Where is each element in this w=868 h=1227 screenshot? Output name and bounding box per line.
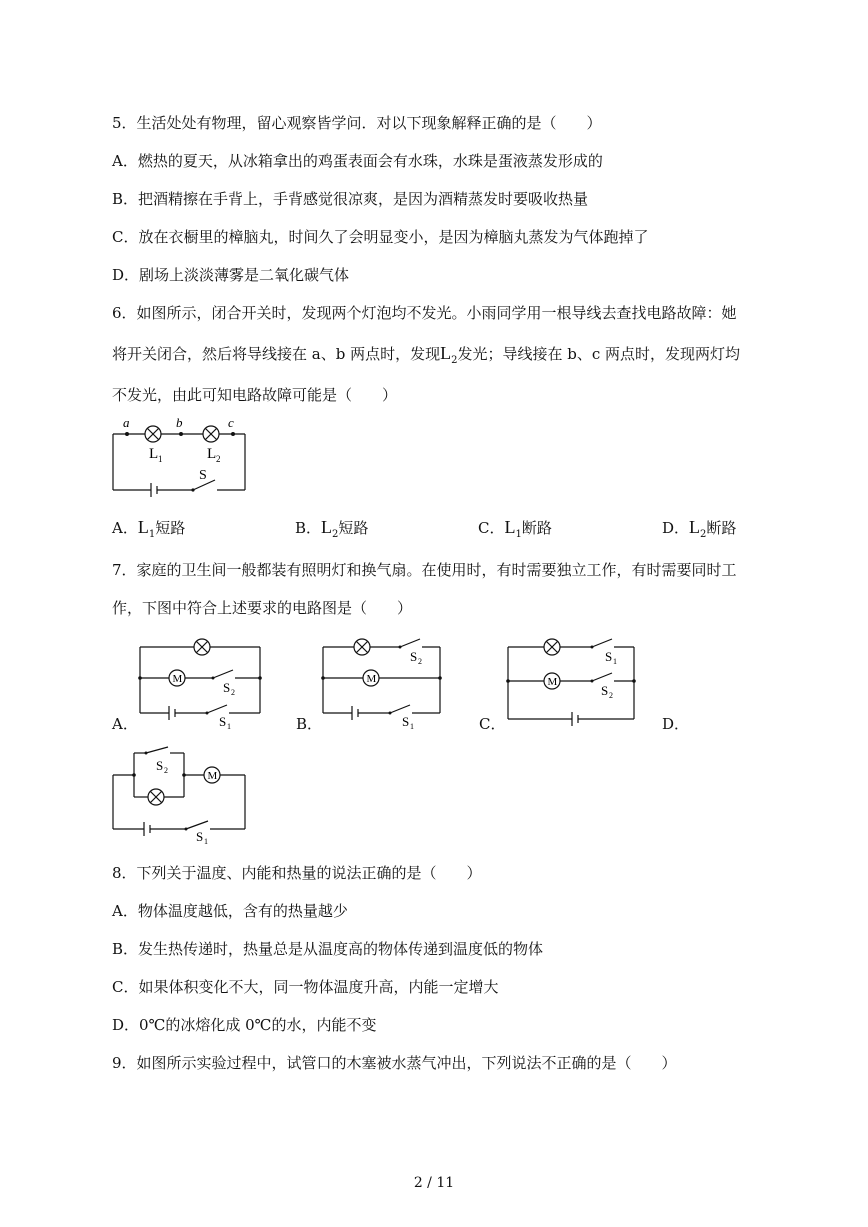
q7-line2: 作，下图中符合上述要求的电路图是（ ） (112, 599, 413, 617)
q5-option-c: C．放在衣橱里的樟脑丸，时间久了会明显变小，是因为樟脑丸蒸发为气体跑掉了 (112, 228, 649, 246)
q6-line2-L: L (440, 343, 452, 363)
q7c-s2-sub: 2 (609, 691, 613, 700)
q7-circuit-a (135, 635, 265, 730)
q7a-s1-sub: 1 (227, 722, 231, 731)
q5-option-b: B．把酒精擦在手背上，手背感觉很凉爽，是因为酒精蒸发时要吸收热量 (112, 190, 589, 208)
q7d-s1-sub: 1 (204, 837, 208, 846)
q6-label-S: S (199, 468, 207, 483)
q5-option-d: D．剧场上淡淡薄雾是二氧化碳气体 (112, 266, 350, 284)
q7-circuit-c (502, 635, 642, 730)
q8-option-b: B．发生热传递时，热量总是从温度高的物体传递到温度低的物体 (112, 940, 544, 958)
q7c-motor-label: M (547, 676, 558, 688)
q9-stem: 9．如图所示实验过程中，试管口的木塞被水蒸气冲出，下列说法不正确的是（ ） (112, 1054, 677, 1072)
q6-line2 (112, 343, 740, 367)
q7a-s1-label: S (219, 714, 227, 729)
q6-label-L2-sub: 2 (216, 454, 221, 464)
q7a-s2-label: S (223, 680, 231, 695)
q6-line3: 不发光，由此可知电路故障可能是（ ） (112, 386, 398, 404)
q7a-s2-sub: 2 (231, 688, 235, 697)
q7c-s2-label: S (601, 683, 609, 698)
q6-line2-part-a: 将开关闭合，然后将导线接在 a、b 两点时，发现 (112, 345, 441, 363)
q7d-s2-sub: 2 (164, 766, 168, 775)
q7b-s1-label: S (402, 714, 410, 729)
q7d-motor-label: M (207, 770, 218, 782)
q6-option-d: D．$L_2$断路 (662, 517, 737, 540)
q7d-s1-label: S (196, 829, 204, 844)
q7b-s1-sub: 1 (410, 722, 414, 731)
q7c-s1-label: S (605, 649, 613, 664)
q7c-s1-sub: 1 (613, 657, 617, 666)
q6-label-b: b (176, 415, 183, 430)
q6-circuit-diagram (105, 412, 255, 497)
q8-option-d: D．0℃的冰熔化成 0℃的水，内能不变 (112, 1016, 377, 1034)
q6-line2-sub: 2 (451, 355, 458, 366)
q6-label-L1-sub: 1 (158, 454, 163, 464)
q5-option-a: A．燃热的夏天，从冰箱拿出的鸡蛋表面会有水珠，水珠是蛋液蒸发形成的 (112, 152, 603, 170)
q7d-s2-label: S (156, 758, 164, 773)
q8-option-a: A．物体温度越低，含有的热量越少 (112, 902, 348, 920)
q7-option-c-label: C． (479, 715, 506, 733)
q7b-motor-label: M (366, 673, 377, 685)
page-number: 2 / 11 (413, 1175, 455, 1191)
q8-stem: 8．下列关于温度、内能和热量的说法正确的是（ ） (112, 864, 482, 882)
q7b-s2-sub: 2 (418, 657, 422, 666)
q6-label-a: a (123, 415, 130, 430)
q6-label-L1: L (149, 446, 159, 462)
q6-option-b: B．$L_2$短路 (295, 517, 369, 540)
q6-option-c: C．$L_1$断路 (478, 517, 552, 540)
q6-label-c: c (228, 415, 234, 430)
q6-label-L2: L (207, 446, 217, 462)
q7-circuit-d (110, 745, 250, 845)
q7-line1: 7．家庭的卫生间一般都装有照明灯和换气扇。在使用时，有时需要独立工作，有时需要同时工 (112, 561, 737, 579)
q8-option-c: C．如果体积变化不大，同一物体温度升高，内能一定增大 (112, 978, 499, 996)
q7b-s2-label: S (410, 649, 418, 664)
q7-option-a-label: A． (112, 715, 138, 733)
q6-option-a: A．$L_1$短路 (112, 517, 186, 540)
q7-option-d-label: D． (662, 715, 690, 733)
q7a-motor-label: M (172, 673, 183, 685)
q7-option-b-label: B． (296, 715, 323, 733)
q6-line2-part-b: 发光；导线接在 b、c 两点时，发现两灯均 (457, 345, 741, 363)
q6-line1: 6．如图所示，闭合开关时，发现两个灯泡均不发光。小雨同学用一根导线去查找电路故障：她 (112, 304, 737, 322)
q5-stem: 5．生活处处有物理，留心观察皆学问．对以下现象解释正确的是（ ） (112, 114, 602, 132)
q7-circuit-b (318, 635, 448, 730)
